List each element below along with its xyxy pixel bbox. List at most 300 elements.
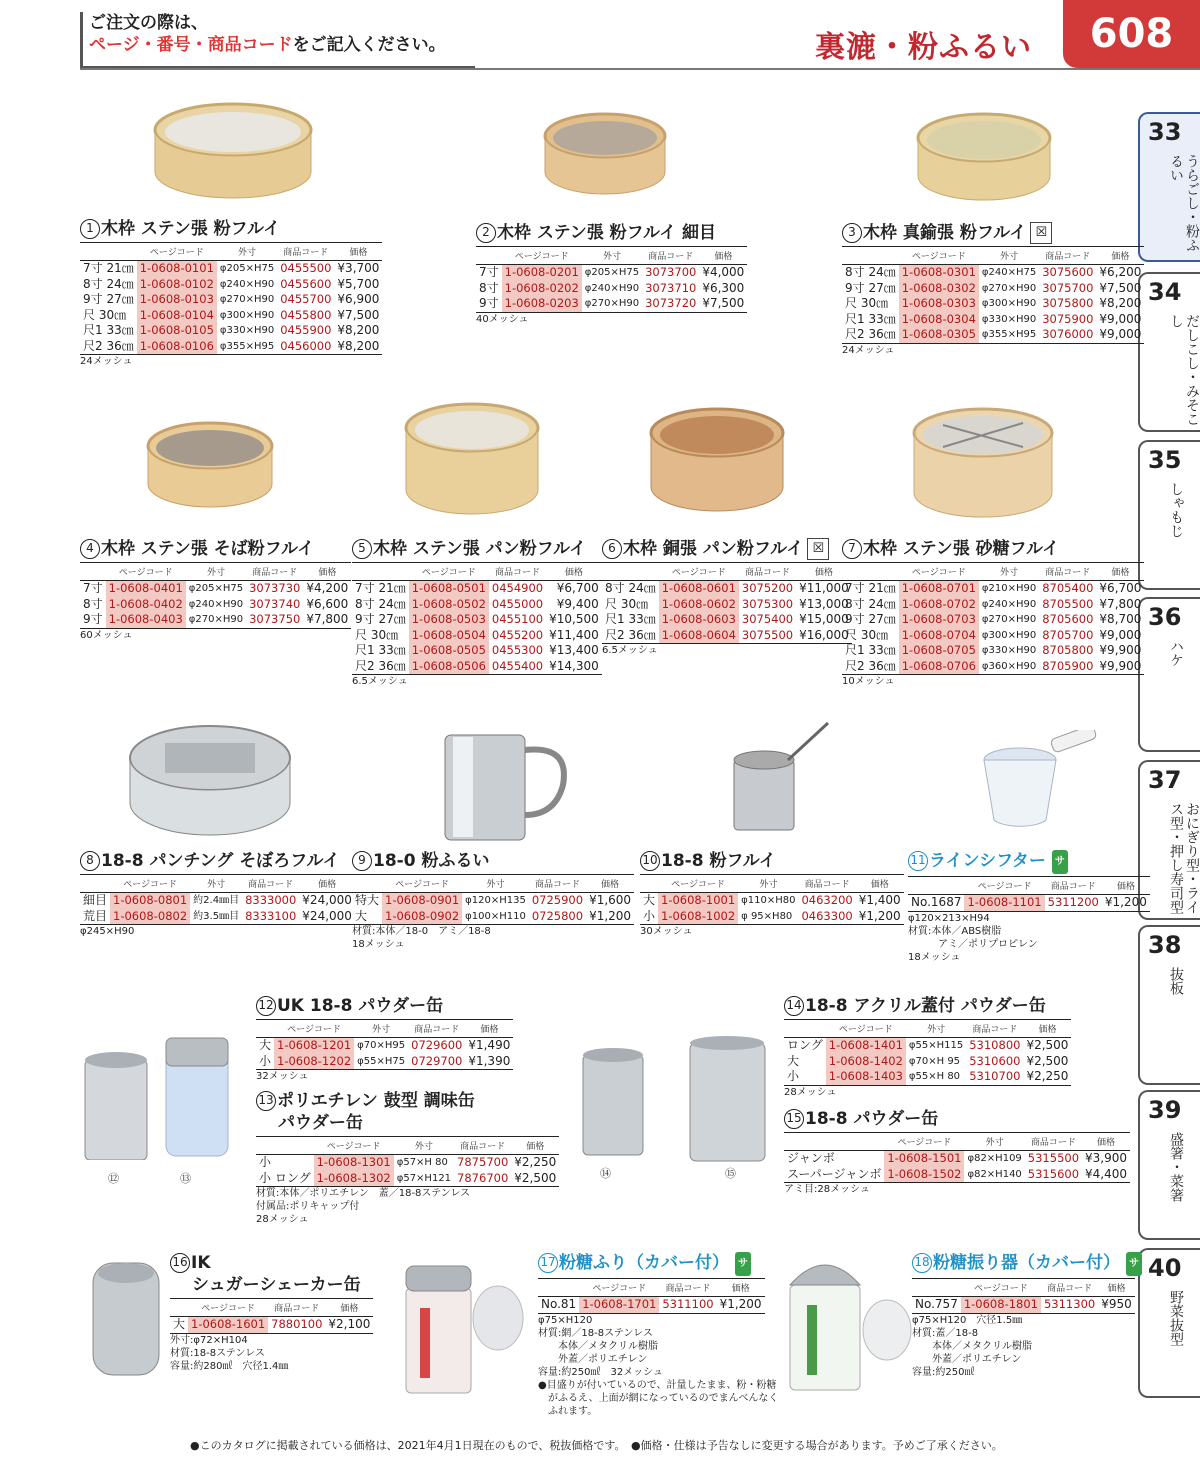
sugar-sprinkler-image-17: [398, 1258, 528, 1398]
line-sifter-image: [980, 730, 1100, 840]
product-title-text: UK 18-8 パウダー缶: [277, 996, 444, 1016]
product-number: 15: [784, 1109, 804, 1129]
column-header: ページコード: [899, 563, 979, 581]
product-note: φ75×H120 穴径1.5㎜ 材質:蓋／18-8 本体／メタクリル樹脂 外蓋／ポリエチレン 容量:約250㎖: [912, 1314, 1032, 1378]
page-code: 1-0608-1701: [579, 1297, 659, 1314]
column-header: 外寸: [979, 247, 1039, 265]
price: ¥9,900: [1099, 643, 1142, 657]
product-note: 外寸:φ72×H104 材質:18-8ステンレス 容量:約280㎖ 穴径1.4㎜: [170, 1334, 289, 1372]
product-9: [352, 850, 634, 951]
size-label: 7寸 21㎝: [83, 261, 134, 275]
dimensions: φ55×H 80: [906, 1069, 966, 1085]
product-code: 3073750: [246, 612, 303, 628]
column-header: 商品コード: [246, 563, 303, 581]
page-code: 1-0608-0706: [899, 659, 979, 675]
dimensions: φ57×H121: [394, 1171, 454, 1187]
column-header: [912, 1279, 961, 1297]
column-header: 商品コード: [659, 1279, 716, 1297]
price: ¥3,900: [1085, 1151, 1128, 1165]
spec-table: [602, 562, 852, 644]
product-code: 0456000: [277, 339, 334, 355]
dimensions: φ330×H90: [219, 325, 275, 336]
product-code: 5311100: [659, 1297, 716, 1314]
page-code: 1-0608-0102: [137, 277, 217, 293]
column-header: [784, 1133, 884, 1151]
table-row: [602, 597, 852, 613]
tab-40[interactable]: [1138, 1248, 1200, 1398]
spec-table: [80, 562, 351, 629]
column-header: 商品コード: [242, 875, 299, 893]
column-header: [640, 875, 658, 893]
price: ¥1,490: [468, 1038, 511, 1052]
page-code: 1-0608-0203: [502, 296, 582, 312]
product-code: 8333000: [245, 893, 297, 907]
price: ¥4,400: [1082, 1167, 1130, 1183]
column-header: 外寸: [190, 875, 242, 893]
price: ¥6,900: [337, 292, 380, 306]
product-title-line2: パウダー缶: [278, 1113, 363, 1133]
column-header: [476, 247, 502, 265]
size-label: 9寸: [80, 612, 106, 628]
column-header: ページコード: [964, 877, 1044, 895]
product-code: 3073720: [642, 296, 699, 312]
product-code: 8705700: [1042, 627, 1094, 642]
product-number: 4: [80, 539, 100, 559]
size-label: 細目: [83, 893, 108, 907]
product-code: 3073700: [645, 265, 697, 279]
dimensions: φ270×H90: [981, 282, 1037, 294]
product-number: 14: [784, 996, 804, 1016]
table-row: [80, 597, 351, 613]
product-number: 7: [842, 539, 862, 559]
price: ¥8,200: [337, 323, 380, 337]
column-header: 商品コード: [1039, 247, 1096, 265]
price: ¥8,200: [334, 339, 382, 355]
product-4: [80, 538, 351, 642]
dimensions: φ240×H90: [188, 598, 244, 610]
column-header: 商品コード: [1025, 1133, 1082, 1151]
price: ¥1,200: [1102, 895, 1150, 912]
product-code: 8705600: [1042, 612, 1094, 626]
product-code: 8705900: [1039, 659, 1096, 675]
page-code: 1-0608-0801: [110, 893, 190, 909]
product-17: [538, 1252, 778, 1418]
product-title-text: 18-8 パウダー缶: [805, 1109, 939, 1129]
product-code: 0725800: [529, 909, 586, 925]
tab-39[interactable]: [1138, 1090, 1200, 1240]
size-label: 尺2 36㎝: [842, 327, 899, 343]
price: ¥9,900: [1096, 659, 1144, 675]
table-row: [80, 261, 382, 277]
table-row: [842, 281, 1144, 297]
product-code: 8333100: [242, 909, 299, 925]
table-row: [352, 628, 602, 644]
dimensions: φ300×H90: [219, 309, 275, 321]
column-header: 外寸: [394, 1137, 454, 1155]
price: ¥1,200: [856, 909, 904, 925]
punching-sieve-image: [125, 718, 300, 838]
powder-can-image-14-15: [575, 1035, 775, 1165]
product-number: 12: [256, 996, 276, 1016]
page-code: 1-0608-0302: [899, 281, 979, 297]
product-number: 16: [170, 1253, 190, 1273]
column-header: 商品コード: [1045, 877, 1102, 895]
page-code: 1-0608-0704: [899, 628, 979, 644]
image-label-12: ⑫: [108, 1172, 119, 1185]
product-title-text: 粉糖振り器（カバー付）: [933, 1253, 1120, 1273]
size-label: 尺 30㎝: [355, 627, 399, 642]
column-header: 価格: [334, 243, 382, 261]
column-header: 価格: [546, 563, 602, 581]
product-code: 3075200: [741, 581, 794, 595]
page-code: 1-0608-0802: [110, 909, 190, 925]
spec-table: [908, 876, 1150, 912]
column-header: 価格: [1102, 877, 1150, 895]
table-row: [842, 296, 1144, 312]
tab-35[interactable]: [1138, 440, 1200, 590]
page-code: 1-0608-0703: [899, 612, 979, 628]
price: ¥13,000: [799, 596, 849, 611]
price: ¥1,200: [717, 1297, 765, 1314]
column-header: 価格: [796, 563, 852, 581]
product-title-text: 木枠 ステン張 そば粉フルイ: [101, 539, 315, 559]
size-label: 尺 30㎝: [845, 627, 889, 642]
product-note: 24メッシュ: [80, 356, 133, 367]
product-5: [352, 538, 602, 688]
column-header: 価格: [586, 875, 634, 893]
size-label: 大: [352, 909, 382, 925]
tab-36[interactable]: [1138, 597, 1200, 752]
table-row: [256, 1038, 513, 1054]
page-code: 1-0608-0504: [409, 628, 489, 644]
page-code: 1-0608-0901: [382, 893, 462, 909]
product-number: 13: [256, 1091, 276, 1111]
page-code: 1-0608-1202: [274, 1054, 354, 1070]
dimensions: φ355×H95: [217, 339, 277, 355]
column-header: [842, 247, 899, 265]
spec-table: [476, 246, 747, 313]
dimensions: φ240×H90: [219, 278, 275, 290]
column-header: 価格: [1098, 1279, 1135, 1297]
price: ¥7,500: [337, 307, 380, 322]
page-code: 1-0608-0304: [899, 312, 979, 328]
product-16: [170, 1252, 373, 1373]
column-header: [538, 1279, 579, 1297]
price: ¥2,500: [511, 1171, 559, 1187]
size-label: 大: [259, 1038, 272, 1052]
product-code: 0455400: [489, 659, 546, 675]
product-code: 0725900: [531, 893, 584, 907]
tab-33[interactable]: [1138, 112, 1200, 262]
size-label: 7寸 21㎝: [845, 581, 896, 595]
size-label: No.757: [912, 1297, 961, 1314]
size-label: 尺1 33㎝: [83, 323, 134, 337]
tab-number: 37: [1148, 766, 1182, 794]
table-row: [352, 893, 634, 909]
product-title-text: 18-8 粉フルイ: [661, 851, 776, 871]
column-header: 商品コード: [1039, 563, 1096, 581]
size-label: 7寸 21㎝: [355, 581, 406, 595]
table-row: [476, 265, 747, 281]
tab-number: 40: [1148, 1254, 1182, 1282]
column-header: 価格: [717, 1279, 765, 1297]
column-header: [170, 1299, 188, 1317]
price: ¥14,300: [546, 659, 602, 675]
page-code: 1-0608-0601: [659, 581, 739, 597]
spec-table: [842, 562, 1144, 675]
product-code: 0455500: [280, 261, 332, 275]
column-header: ページコード: [579, 1279, 659, 1297]
size-label: 8寸 24㎝: [845, 265, 896, 279]
product-number: 11: [908, 851, 928, 871]
table-row: [908, 895, 1150, 912]
product-number: 17: [538, 1253, 558, 1273]
dimensions: φ205×H75: [584, 267, 640, 278]
order-note-highlight: ページ・番号・商品コード: [89, 35, 293, 55]
product-code: 8705800: [1042, 643, 1094, 657]
product-code: 3075500: [739, 628, 796, 644]
product-code: 0455000: [491, 596, 544, 611]
column-header: 価格: [325, 1299, 373, 1317]
column-header: [352, 875, 382, 893]
price: ¥950: [1098, 1297, 1135, 1314]
product-note: 40メッシュ: [476, 313, 529, 325]
size-label: 9寸 27㎝: [83, 292, 134, 306]
column-header: 価格: [1096, 563, 1144, 581]
table-row: [602, 581, 852, 597]
product-title: [842, 222, 1144, 244]
spec-table: [842, 246, 1144, 344]
size-label: 小: [259, 1155, 272, 1169]
dimensions: φ205×H75: [188, 583, 244, 594]
tab-label: うらごし・粉ふるい: [1168, 154, 1200, 252]
page-code: 1-0608-1502: [884, 1167, 964, 1183]
product-title-text: 18-8 アクリル蓋付 パウダー缶: [805, 996, 1046, 1016]
image-label-14: ⑭: [600, 1167, 611, 1180]
price: ¥9,000: [1099, 311, 1142, 326]
table-row: [256, 1054, 513, 1070]
price: ¥4,000: [702, 265, 745, 279]
footer-note: ●このカタログに掲載されている価格は、2021年4月1日現在のもので、税抜価格です。 ●価格・仕様は予告なしに変更する場合があります。予めご了承ください。: [190, 1439, 1003, 1452]
size-label: 小: [256, 1054, 274, 1070]
product-code: 3076000: [1039, 327, 1096, 343]
product-note: φ75×H120 材質:網／18-8ステンレス 本体／メタクリル樹脂 外蓋／ポリエチレン 容量:約250㎖ 32メッシュ ●目盛りが付いているので、計量したまま、粉・粉糖 がふるえ、上面が網になっているのでまんべんなく ふれます。: [538, 1314, 779, 1417]
table-row: [912, 1297, 1135, 1314]
column-header: [784, 1020, 826, 1038]
price: ¥6,200: [1099, 265, 1142, 279]
product-title: [784, 1108, 1130, 1130]
product-code: 5315600: [1025, 1167, 1082, 1183]
spec-table: [352, 562, 602, 675]
spec-table: [256, 1019, 513, 1070]
product-title: [80, 538, 351, 560]
price: ¥1,390: [465, 1054, 513, 1070]
product-code: 0463300: [798, 909, 855, 925]
size-label: 尺1 33㎝: [355, 643, 406, 657]
product-12: [256, 995, 513, 1083]
product-14: [784, 995, 1071, 1099]
column-header: 商品コード: [489, 563, 546, 581]
product-code: 3075400: [741, 612, 794, 626]
table-row: [602, 612, 852, 628]
size-label: 7寸: [83, 581, 103, 595]
price: ¥2,500: [1026, 1038, 1069, 1052]
product-number: 8: [80, 851, 100, 871]
product-title: [256, 995, 513, 1017]
column-header: 価格: [1082, 1133, 1130, 1151]
column-header: 商品コード: [798, 875, 855, 893]
table-row: [80, 893, 355, 909]
product-code: 0729700: [408, 1054, 465, 1070]
sieve-image-3: [912, 110, 1057, 210]
size-label: 尺2 36㎝: [80, 339, 137, 355]
product-code: 5310600: [969, 1053, 1021, 1068]
product-1: [80, 218, 382, 368]
product-title-text: 粉糖ふり（カバー付）: [559, 1253, 729, 1273]
size-label: 小 ロング: [256, 1171, 314, 1187]
price: ¥11,000: [799, 581, 849, 595]
price: ¥1,600: [589, 893, 632, 907]
price: ¥8,200: [1099, 296, 1142, 310]
column-header: 価格: [699, 247, 747, 265]
price: ¥24,000: [299, 909, 355, 925]
header-divider: [80, 68, 1200, 70]
spec-table: [352, 874, 634, 925]
page-code: 1-0608-0501: [409, 581, 489, 597]
product-3: [842, 222, 1144, 357]
price: ¥6,700: [1099, 581, 1142, 595]
column-header: 外寸: [186, 563, 246, 581]
column-header: 外寸: [462, 875, 529, 893]
product-title: [538, 1252, 778, 1276]
dimensions: φ70×H95: [357, 1040, 406, 1051]
column-header: 商品コード: [408, 1020, 465, 1038]
product-11: [908, 850, 1150, 964]
column-header: 価格: [1096, 247, 1144, 265]
table-row: [352, 581, 602, 597]
product-title-text: ポリエチレン 鼓型 調味缶: [277, 1091, 475, 1111]
page-code: 1-0608-1301: [314, 1155, 394, 1171]
page-code: 1-0608-0303: [899, 296, 979, 312]
product-title-text: 木枠 銅張 パン粉フルイ: [623, 539, 804, 559]
tab-label: おにぎり型・ライス型・押し寿司型: [1168, 802, 1200, 914]
product-note: 6.5メッシュ: [352, 676, 408, 687]
product-title: [640, 850, 904, 872]
product-note: 24メッシュ: [842, 344, 895, 356]
tab-label: ハケ: [1168, 639, 1184, 667]
dimensions: φ270×H90: [186, 612, 246, 628]
column-header: ページコード: [274, 1020, 354, 1038]
column-header: ページコード: [502, 247, 582, 265]
product-title-text: 18-0 粉ふるい: [373, 851, 490, 871]
column-header: 外寸: [906, 1020, 966, 1038]
product-code: 3075300: [741, 596, 794, 611]
price: ¥9,400: [556, 596, 599, 611]
page-code: 1-0608-0902: [382, 909, 462, 925]
page-code: 1-0608-0201: [502, 265, 582, 281]
spec-table: [256, 1136, 559, 1187]
product-note: 6.5メッシュ: [602, 645, 658, 656]
spec-table: [80, 242, 382, 355]
column-header: 価格: [299, 875, 355, 893]
size-label: 尺 30㎝: [605, 596, 649, 611]
table-row: [352, 909, 634, 925]
product-title: [352, 850, 634, 872]
product-title: [476, 222, 747, 244]
product-number: 6: [602, 539, 622, 559]
sa-badge: サ: [735, 1252, 751, 1276]
page-code: 1-0608-0701: [899, 581, 979, 597]
column-header: 価格: [856, 875, 904, 893]
page-code: 1-0608-0106: [137, 339, 217, 355]
table-row: [352, 659, 602, 675]
price: ¥1,400: [858, 893, 901, 907]
product-note: 60メッシュ: [80, 629, 133, 641]
table-row: [80, 581, 351, 597]
size-label: ジャンボ: [787, 1151, 835, 1165]
price: ¥9,000: [1096, 327, 1144, 343]
product-number: 3: [842, 223, 862, 243]
dimensions: φ205×H75: [219, 263, 275, 274]
dimensions: φ300×H90: [981, 298, 1037, 309]
product-code: 3075800: [1042, 296, 1094, 310]
page-code: 1-0608-0401: [106, 581, 186, 597]
column-header: ページコード: [658, 875, 738, 893]
table-row: [842, 327, 1144, 343]
product-title-text: 木枠 ステン張 粉フルイ 細目: [497, 223, 717, 243]
sieve-image-4: [143, 418, 278, 518]
price: ¥2,100: [325, 1317, 373, 1334]
product-code: 5311200: [1045, 895, 1102, 912]
column-header: 商品コード: [268, 1299, 325, 1317]
tab-34[interactable]: [1138, 272, 1200, 432]
column-header: 商品コード: [529, 875, 586, 893]
spec-table: [170, 1298, 373, 1334]
dimensions: φ355×H95: [979, 327, 1039, 343]
sieve-image-1: [148, 100, 318, 210]
size-label: スーパージャンボ: [784, 1167, 884, 1183]
product-note: 30メッシュ: [640, 926, 693, 937]
table-row: [352, 612, 602, 628]
product-2: [476, 222, 747, 326]
column-header: [80, 875, 110, 893]
column-header: 価格: [1023, 1020, 1071, 1038]
size-label: 荒目: [80, 909, 110, 925]
sieve-image-7: [908, 405, 1058, 525]
tab-label: 野菜抜型: [1168, 1290, 1184, 1346]
column-header: ページコード: [382, 875, 462, 893]
table-row: [842, 643, 1144, 659]
page-code: 1-0608-0602: [659, 597, 739, 613]
product-code: 7880100: [268, 1317, 325, 1334]
product-code: 5310700: [966, 1069, 1023, 1085]
page-code: 1-0608-1201: [274, 1038, 354, 1054]
special-order-icon: ☒: [1030, 222, 1052, 244]
mesh-sifter-image: [728, 715, 838, 835]
page-code: 1-0608-1403: [826, 1069, 906, 1085]
product-note: 材質:本体／ポリエチレン 蓋／18-8ステンレス 付属品:ポリキャップ付 28メッシュ: [256, 1188, 471, 1225]
size-label: 8寸 24㎝: [355, 596, 406, 611]
product-8: [80, 850, 355, 938]
dimensions: φ240×H90: [981, 598, 1037, 610]
price: ¥9,000: [1099, 627, 1142, 642]
page-code: 1-0608-0705: [899, 643, 979, 659]
product-code: 3075700: [1042, 280, 1094, 295]
sieve-image-2: [540, 110, 670, 205]
column-header: 価格: [465, 1020, 513, 1038]
tab-label: 抜板: [1168, 967, 1184, 995]
product-title-text: 木枠 ステン張 粉フルイ: [101, 219, 281, 239]
